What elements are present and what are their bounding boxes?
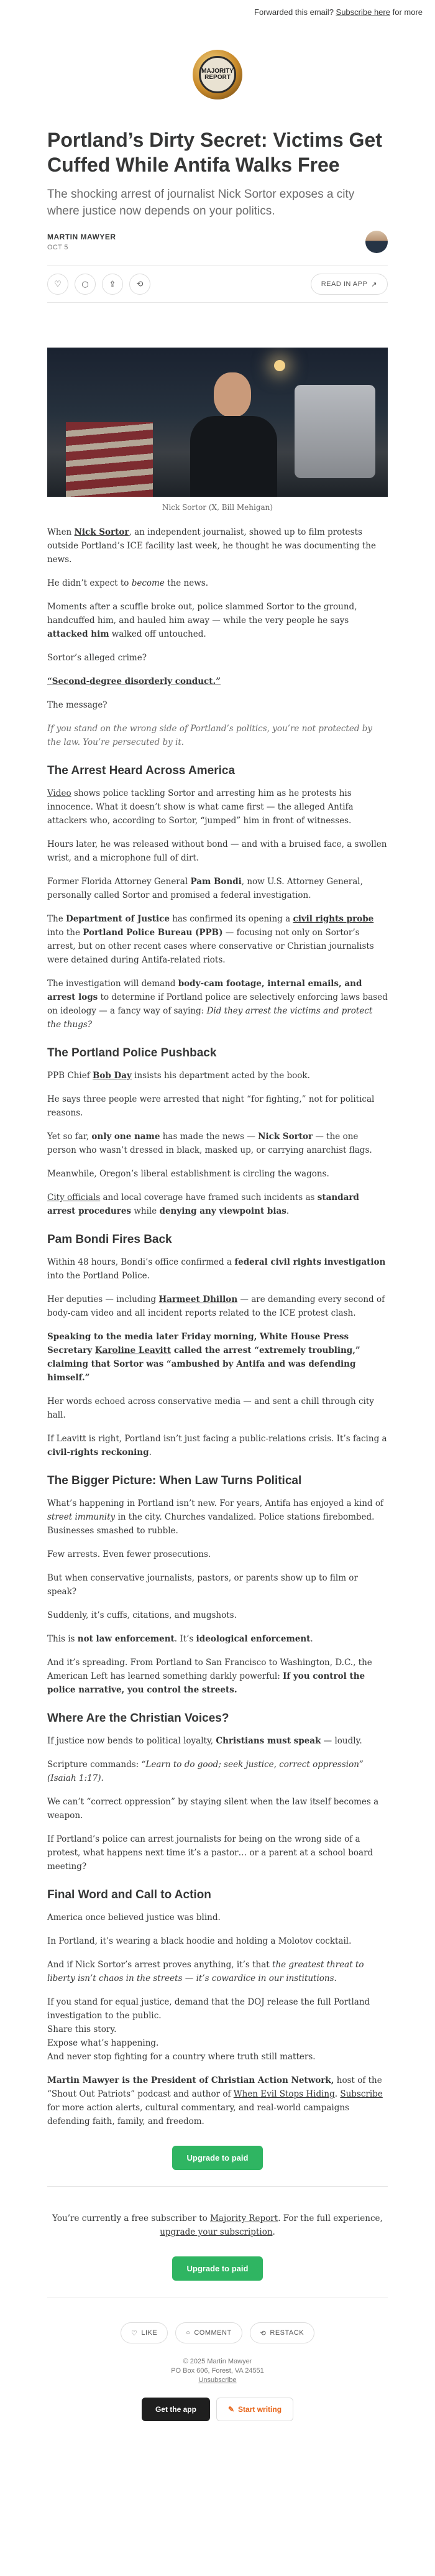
video-link[interactable]: Video [47, 788, 71, 798]
footer-comment-button[interactable]: ○ COMMENT [175, 2322, 242, 2343]
post-date: OCT 5 [47, 244, 68, 251]
paragraph: If you stand on the wrong side of Portland’s politics, you’re not protected by the law. You’re persecuted by it. [47, 724, 373, 747]
section-heading: The Bigger Picture: When Law Turns Political [47, 1474, 302, 1487]
post-subtitle: The shocking arrest of journalist Nick Sortor exposes a city where justice now depends on your politics. [47, 188, 355, 218]
comment-button[interactable] [75, 274, 96, 295]
paragraph: Few arrests. Even fewer prosecutions. [47, 1549, 211, 1559]
paragraph: The investigation will demand body-cam footage, internal emails, and arrest logs to determine if Portland police are selectively enforcing laws based on ideology — a fancy way of saying: Did they arrest the victims and protect the thugs? [47, 979, 388, 1030]
forward-suffix: for more [390, 7, 423, 17]
publication-logo-wrap [0, 50, 435, 99]
upgrade-to-paid-button[interactable]: Upgrade to paid [172, 2146, 263, 2170]
external-link-icon: ↗ [371, 280, 377, 289]
person-figure [190, 372, 277, 497]
read-in-app-label: READ IN APP [321, 280, 368, 288]
forward-bar [0, 0, 435, 25]
paragraph: Her deputies — including Harmeet Dhillon — are demanding every second of body-cam video and all incident reports related to the ICE protest clash. [47, 1295, 385, 1318]
paragraph: If Portland’s police can arrest journalists for being on the wrong side of a protest, what happens next time it’s a pastor… or a parent at a school board meeting? [47, 1834, 373, 1872]
share-icon: ⇪ [109, 279, 116, 289]
post-content [0, 127, 435, 2434]
subscribe-link[interactable]: Subscribe here [336, 7, 390, 17]
action-bar [47, 265, 388, 303]
copyright: © 2025 Martin Mawyer [183, 2358, 252, 2365]
karoline-leavitt-link[interactable]: Karoline Leavitt [94, 1346, 172, 1355]
section-heading: The Arrest Heard Across America [47, 764, 236, 777]
author-name[interactable]: MARTIN MAWYER [47, 233, 116, 241]
subscribe-inline-link[interactable]: Subscribe [340, 2089, 383, 2099]
paragraph: PPB Chief Bob Day insists his department acted by the book. [47, 1071, 310, 1081]
paragraph: And if Nick Sortor’s arrest proves anything, it’s that the greatest threat to liberty isn’t chaos in the streets — it’s cowardice in our institutions. [47, 1960, 364, 1983]
paragraph: What’s happening in Portland isn’t new. For years, Antifa has enjoyed a kind of street immunity in the city. Churches vandalized. Police stations firebombed. Businesses smashed to rubble. [47, 1498, 383, 1536]
paragraph: If you stand for equal justice, demand that the DOJ release the full Portland investigation to the public. Share this story. Expose what’s happening. And never stop fighting for a country where truth still matters. [47, 1997, 370, 2062]
vehicle-shape [295, 385, 375, 478]
mailing-address: PO Box 606, Forest, VA 24551 [171, 2367, 264, 2375]
paragraph: Sortor’s alleged crime? [47, 653, 147, 663]
heart-icon: ♡ [54, 279, 62, 289]
paragraph: Within 48 hours, Bondi’s office confirmed a federal civil rights investigation into the Portland Police. [47, 1257, 386, 1281]
flag-shape [66, 422, 153, 497]
paragraph: The message? [47, 700, 108, 710]
paragraph: We can’t “correct oppression” by staying silent when the law itself becomes a weapon. [47, 1797, 379, 1821]
civil-rights-probe-link[interactable]: civil rights probe [293, 914, 374, 924]
paragraph: Her words echoed across conservative media — and sent a chill through city hall. [47, 1396, 374, 1420]
paragraph: If justice now bends to political loyalty, Christians must speak — loudly. [47, 1736, 362, 1746]
author-avatar[interactable] [365, 231, 388, 253]
logo-lettering: MAJORITY REPORT [201, 68, 234, 81]
share-button[interactable] [102, 274, 123, 295]
section-heading: Where Are the Christian Voices? [47, 1712, 229, 1725]
read-in-app-button[interactable] [311, 274, 388, 295]
start-writing-button[interactable]: ✎ Start writing [216, 2398, 293, 2421]
paragraph: Speaking to the media later Friday morning, White House Press Secretary Karoline Leavitt called the arrest “extremely troubling,” claiming that Sortor was “ambushed by Antifa and was defending himself.” [47, 1332, 360, 1383]
byline [47, 231, 388, 253]
post-title[interactable]: Portland’s Dirty Secret: Victims Get Cuffed While Antifa Walks Free [47, 129, 382, 176]
paragraph: And it’s spreading. From Portland to San Francisco to Washington, D.C., the American Left has learned something darkly powerful: If you control the police narrative, you control the streets. [47, 1658, 372, 1695]
footer-meta [47, 2357, 388, 2385]
get-the-app-button[interactable]: Get the app [142, 2398, 210, 2421]
paragraph: Hours later, he was released without bond — and with a bruised face, a swollen wrist, and a microphone full of dirt. [47, 839, 387, 863]
paragraph: Meanwhile, Oregon’s liberal establishment is circling the wagons. [47, 1169, 329, 1179]
like-button[interactable] [47, 274, 68, 295]
disorderly-conduct-link[interactable]: “Second-degree disorderly conduct.” [47, 676, 221, 686]
harmeet-dhillon-link[interactable]: Harmeet Dhillon [158, 1295, 238, 1304]
paragraph: Video shows police tackling Sortor and arresting him as he protests his innocence. What it doesn’t show is what came first — the alleged Antifa attackers who, according to Sortor, “jumped” him in front of witnesses. [47, 788, 354, 826]
image-caption: Nick Sortor (X, Bill Mehigan) [162, 503, 273, 512]
paragraph: When Nick Sortor, an independent journalist, showed up to film protests outside Portland’s ICE facility last week, he thought he was documenting the news. [47, 527, 376, 565]
forward-text: Forwarded this email? [254, 7, 336, 17]
paragraph: In Portland, it’s wearing a black hoodie and holding a Molotov cocktail. [47, 1936, 352, 1946]
restack-icon: ⟲ [136, 279, 144, 289]
comment-icon: ○ [186, 2329, 191, 2337]
paragraph: He says three people were arrested that night “for fighting,” not for political reasons. [47, 1094, 375, 1118]
cta-wrap-2 [47, 2256, 388, 2281]
unsubscribe-link[interactable]: Unsubscribe [198, 2376, 237, 2384]
restack-icon: ⟲ [260, 2329, 267, 2337]
publication-logo[interactable] [193, 50, 242, 99]
paragraph: But when conservative journalists, pastors, or parents show up to film or speak? [47, 1573, 358, 1597]
pencil-icon: ✎ [227, 2405, 235, 2414]
paragraph: This is not law enforcement. It’s ideological enforcement. [47, 1634, 313, 1644]
hero-image[interactable] [47, 348, 388, 497]
upgrade-subscription-link[interactable]: upgrade your subscription [160, 2227, 273, 2237]
paragraph: Moments after a scuffle broke out, police slammed Sortor to the ground, handcuffed him, and hauled him away — while the very people he says attacked him walked off untouched. [47, 602, 357, 639]
city-officials-link[interactable]: City officials [47, 1193, 101, 1203]
footer-restack-button[interactable]: ⟲ RESTACK [250, 2322, 314, 2343]
bob-day-link[interactable]: Bob Day [93, 1071, 132, 1081]
article-body [47, 525, 388, 2128]
bottom-buttons [47, 2398, 388, 2434]
paragraph: Scripture commands: “Learn to do good; seek justice, correct oppression” (Isaiah 1:17). [47, 1760, 364, 1783]
publication-link[interactable]: Majority Report [210, 2214, 278, 2223]
paragraph: Suddenly, it’s cuffs, citations, and mugshots. [47, 1610, 237, 1620]
paragraph: Martin Mawyer is the President of Christian Action Network, host of the “Shout Out Patriots” podcast and author of When Evil Stops Hiding. Subscribe for more action alerts, cultural commentary, and real-world campaigns defending faith, family, and freedom. [47, 2075, 383, 2126]
restack-button[interactable] [129, 274, 150, 295]
section-heading: Final Word and Call to Action [47, 1888, 211, 1901]
paragraph: He didn’t expect to become the news. [47, 578, 208, 588]
paragraph: Yet so far, only one name has made the news — Nick Sortor — the one person who wasn’t dressed in black, masked up, or carrying anarchist flags. [47, 1132, 372, 1155]
divider [47, 2186, 388, 2187]
book-link[interactable]: When Evil Stops Hiding [233, 2089, 335, 2099]
paragraph: America once believed justice was blind. [47, 1913, 221, 1923]
footer-like-button[interactable]: ♡ LIKE [121, 2322, 168, 2343]
paragraph [47, 675, 388, 688]
cta-wrap [47, 2146, 388, 2170]
section-heading: The Portland Police Pushback [47, 1046, 217, 1059]
section-heading: Pam Bondi Fires Back [47, 1233, 172, 1246]
paragraph: The Department of Justice has confirmed its opening a civil rights probe into the Portland Police Bureau (PPB) — focusing not only on Sortor’s arrest, but on other recent cases where conservative or Christian journalists were detained during Antifa-related riots. [47, 914, 374, 965]
comment-icon: ○ [81, 279, 89, 289]
nick-sortor-link[interactable]: Nick Sortor [74, 527, 129, 537]
paragraph: Former Florida Attorney General Pam Bondi, now U.S. Attorney General, personally called Sortor and promised a federal investigation. [47, 877, 363, 900]
heart-icon: ♡ [130, 2329, 138, 2337]
subscription-note: You’re currently a free subscriber to Majority Report. For the full experience, upgrade your subscription. [52, 2214, 383, 2237]
person-head [214, 372, 251, 417]
footer-actions [47, 2322, 388, 2343]
streetlight-glow [274, 360, 285, 371]
paragraph: City officials and local coverage have framed such incidents as standard arrest procedures while denying any viewpoint bias. [47, 1193, 359, 1216]
paragraph: If Leavitt is right, Portland isn’t just facing a public-relations crisis. It’s facing a civil-rights reckoning. [47, 1434, 387, 1457]
person-body [190, 416, 277, 497]
upgrade-to-paid-button-2[interactable]: Upgrade to paid [172, 2256, 263, 2281]
